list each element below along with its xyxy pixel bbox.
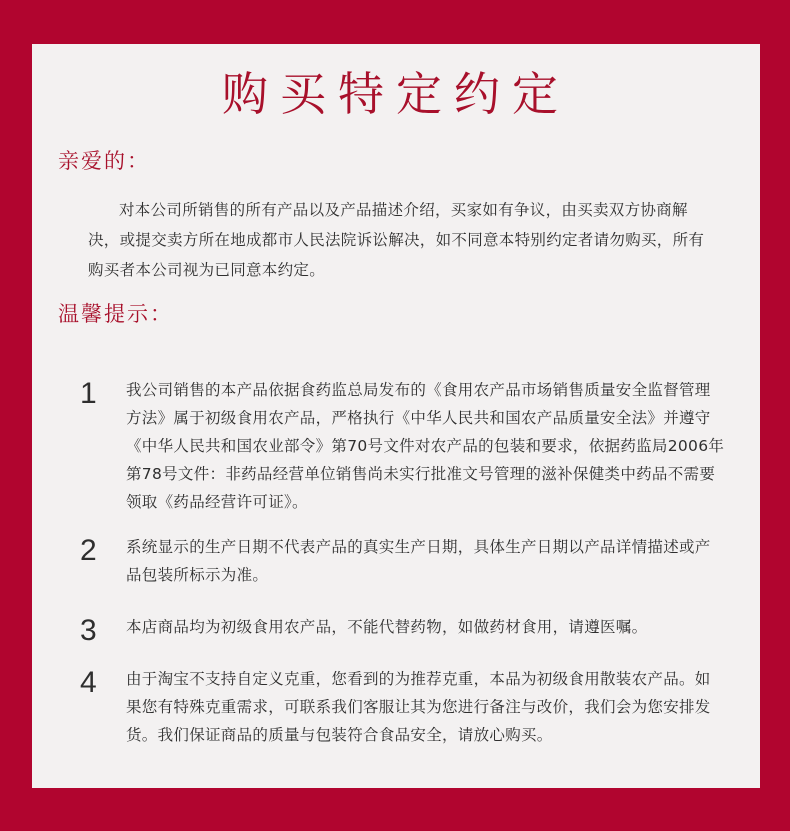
tip-number: 3 (80, 614, 97, 647)
tip-text: 我公司销售的本产品依据食药监总局发布的《食用农产品市场销售质量安全监督管理方法》属于初级食用农产品，严格执行《中华人民共和国农产品质量安全法》并遵守《中华人民共和国农业部令》第70号文件对农产品的包装和要求，依据药监局2006年第78号文件：非药品经营单位销售尚未实行批准文号管理的滋补保健类中药品不需要领取《药品经营许可证》。 (126, 381, 725, 511)
content-panel (32, 44, 760, 788)
tip-text: 由于淘宝不支持自定义克重，您看到的为推荐克重，本品为初级食用散装农产品。如果您有特殊克重需求，可联系我们客服让其为您进行备注与改价，我们会为您安排发货。我们保证商品的质量与包装符合食品安全，请放心购买。 (126, 670, 711, 744)
agreement-paragraph: 对本公司所销售的所有产品以及产品描述介绍，买家如有争议，由买卖双方协商解决，或提交卖方所在地成都市人民法院诉讼解决，如不同意本特别约定者请勿购买，所有购买者本公司视为已同意本约定。 (88, 201, 705, 279)
greeting-heading: 亲爱的： (58, 149, 150, 173)
page-title: 购买特定约定 (222, 67, 570, 121)
tip-text: 系统显示的生产日期不代表产品的真实生产日期，具体生产日期以产品详情描述或产品包装所标示为准。 (126, 538, 711, 584)
tip-number: 1 (80, 377, 97, 410)
tip-text: 本店商品均为初级食用农产品，不能代替药物，如做药材食用，请遵医嘱。 (126, 618, 648, 636)
tips-heading: 温馨提示： (58, 302, 173, 326)
tip-number: 4 (80, 666, 97, 699)
tip-number: 2 (80, 534, 97, 567)
